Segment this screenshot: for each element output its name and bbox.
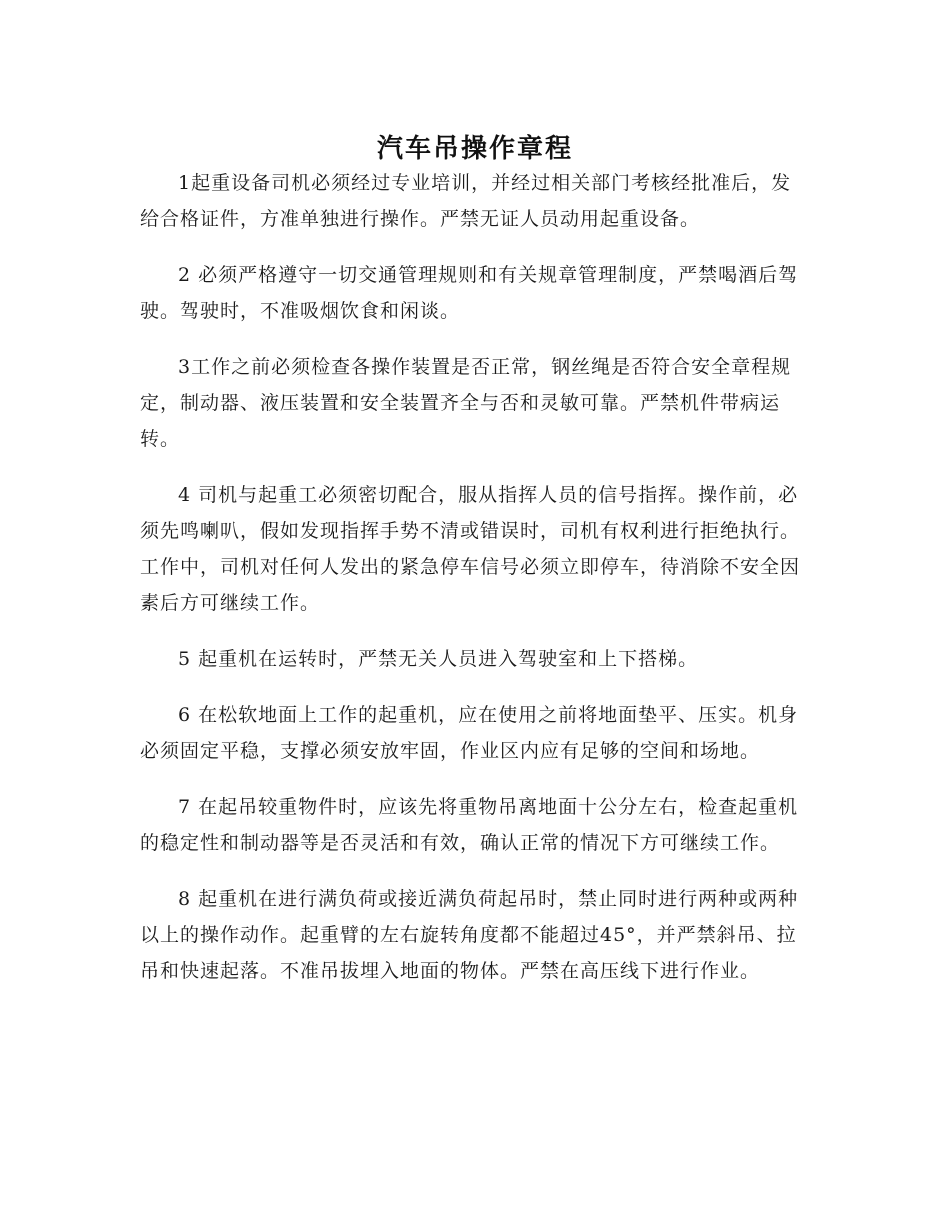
paragraph-8: 8 起重机在进行满负荷或接近满负荷起吊时，禁止同时进行两种或两种以上的操作动作。起重臂的左右旋转角度都不能超过45°，并严禁斜吊、拉吊和快速起落。不准吊拔埋入地面的物体。严禁在高压线下进行作业。 — [140, 888, 799, 982]
document-title: 汽车吊操作章程 — [376, 134, 573, 165]
paragraph-4: 4 司机与起重工必须密切配合，服从指挥人员的信号指挥。操作前，必须先鸣喇叭，假如发现指挥手势不清或错误时，司机有权利进行拒绝执行。工作中，司机对任何人发出的紧急停车信号必须立即停车，待消除不安全因素后方可继续工作。 — [140, 484, 801, 614]
paragraph-1: 1起重设备司机必须经过专业培训，并经过相关部门考核经批准后，发给合格证件，方准单独进行操作。严禁无证人员动用起重设备。 — [140, 172, 792, 230]
document-body — [140, 165, 810, 1009]
paragraph-3: 3工作之前必须检查各操作装置是否正常，钢丝绳是否符合安全章程规定，制动器、液压装置和安全装置齐全与否和灵敏可靠。严禁机件带病运转。 — [140, 356, 792, 450]
paragraph-6: 6 在松软地面上工作的起重机，应在使用之前将地面垫平、压实。机身必须固定平稳，支撑必须安放牢固，作业区内应有足够的空间和场地。 — [140, 704, 799, 762]
paragraph-7: 7 在起吊较重物件时，应该先将重物吊离地面十公分左右，检查起重机的稳定性和制动器等是否灵活和有效，确认正常的情况下方可继续工作。 — [140, 796, 799, 854]
paragraph-5: 5 起重机在运转时，严禁无关人员进入驾驶室和上下搭梯。 — [178, 648, 699, 670]
paragraph-2: 2 必须严格遵守一切交通管理规则和有关规章管理制度，严禁喝酒后驾驶。驾驶时，不准吸烟饮食和闲谈。 — [140, 264, 799, 322]
